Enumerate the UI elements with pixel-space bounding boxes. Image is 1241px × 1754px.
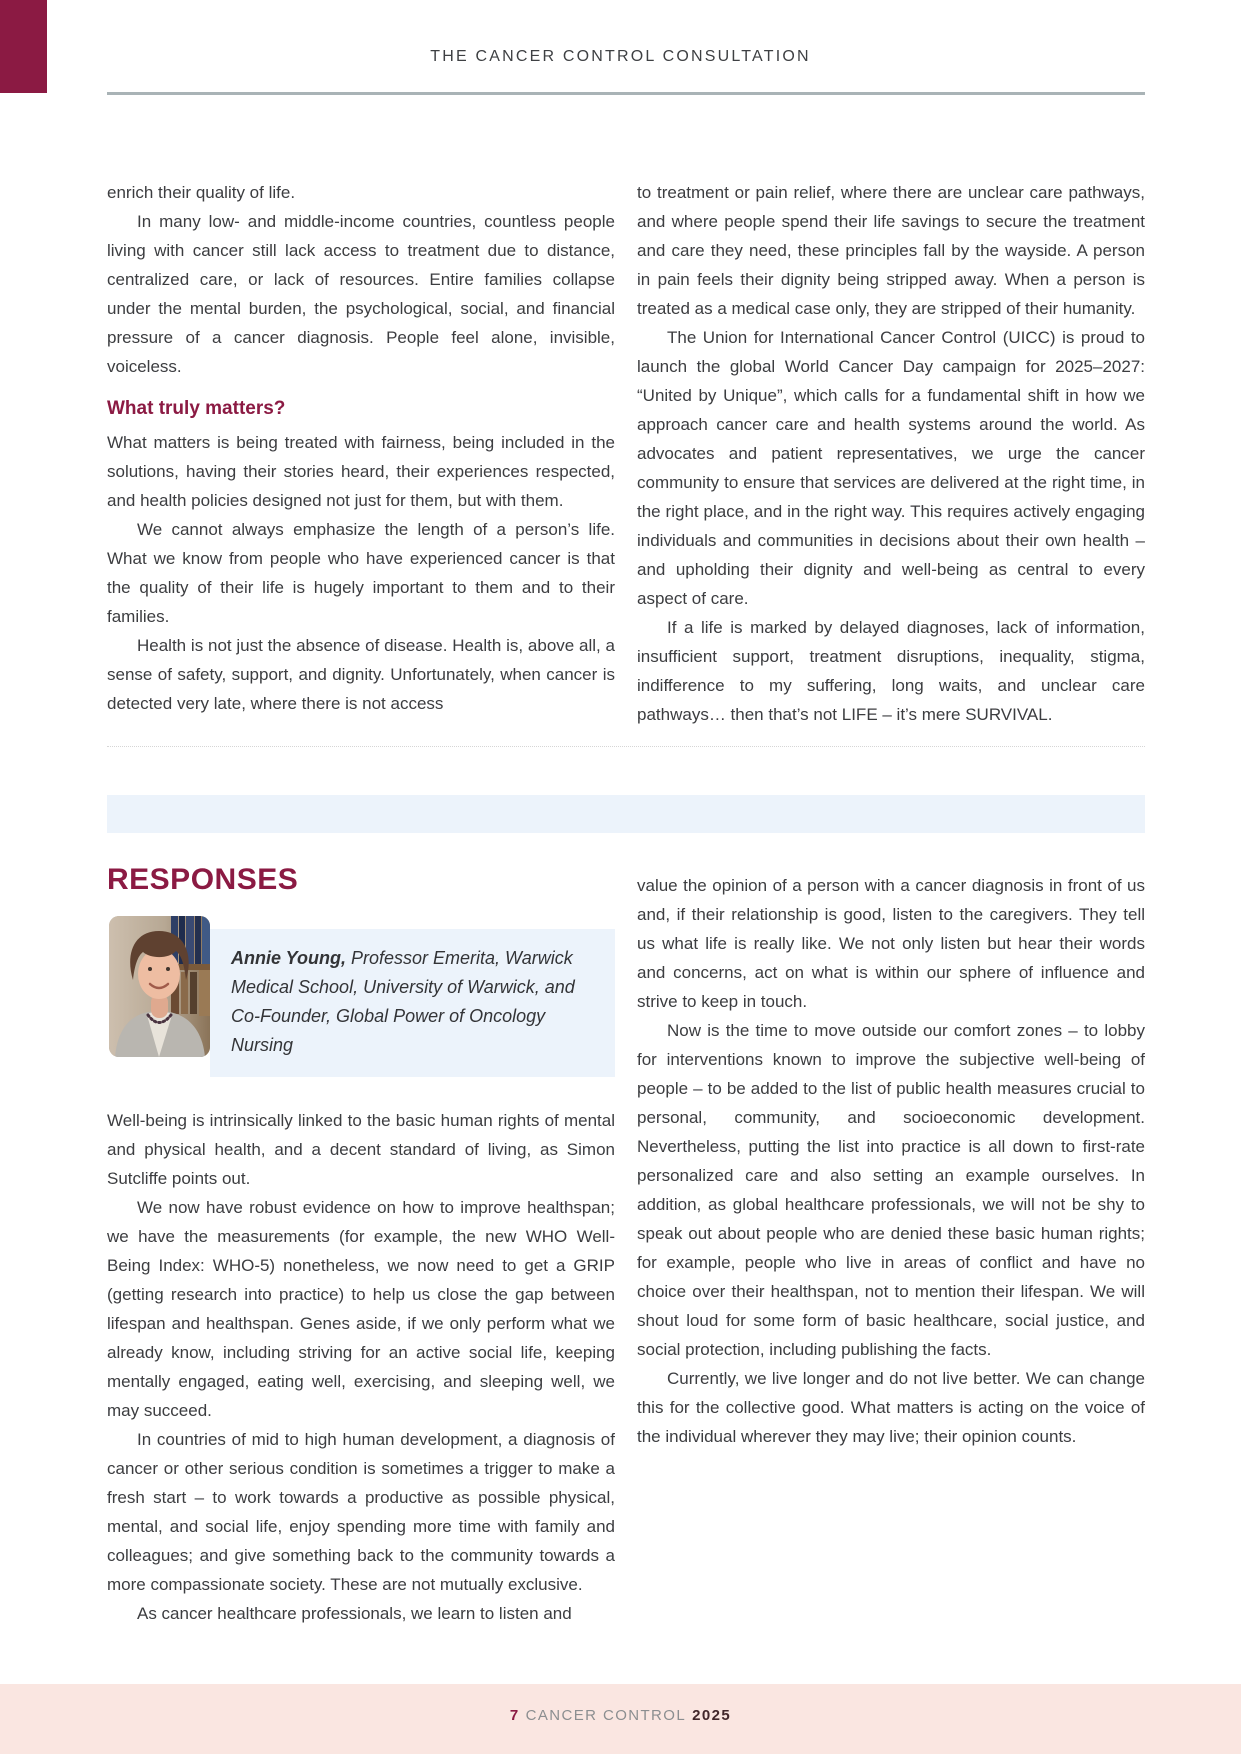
author-card	[107, 916, 615, 1077]
paragraph: Currently, we live longer and do not live better. We can change this for the collective good. What matters is acting on the voice of the individual wherever they may live; their opinion counts.	[637, 1369, 1145, 1446]
consultation-left-column	[107, 178, 615, 729]
consultation-right-column	[637, 178, 1145, 729]
author-bio	[210, 929, 615, 1077]
paragraph: Well-being is intrinsically linked to the basic human rights of mental and physical health, and a decent standard of living, as Simon Sutcliffe points out.	[107, 1111, 615, 1188]
author-title: Professor Emerita, Warwick Medical School, University of Warwick, and Co-Founder, Global Power of Oncology Nursing	[231, 948, 575, 1055]
responses-left-body	[107, 1106, 615, 1628]
paragraph: We now have robust evidence on how to improve healthspan; we have the measurements (for example, the new WHO Well-Being Index: WHO-5) nonetheless, we now need to get a GRIP (getting research into practice) to help us close the gap between lifespan and healthspan. Genes aside, if we only perform what we already know, including striving for an active social life, keeping mentally engaged, eating well, exercising, and sleeping well, we may succeed.	[107, 1198, 615, 1420]
page-number: 7	[509, 1707, 520, 1724]
consultation-section	[107, 178, 1145, 729]
paragraph: If a life is marked by delayed diagnoses, lack of information, insufficient support, treatment disruptions, inequality, stigma, indifference to my suffering, long waits, and unclear care pathways… then that’s not LIFE – it’s mere SURVIVAL.	[637, 618, 1145, 724]
section-heading-what-truly-matters: What truly matters?	[107, 398, 286, 419]
paragraph: As cancer healthcare professionals, we learn to listen and	[137, 1604, 572, 1623]
responses-left-column	[107, 862, 615, 1628]
responses-heading: RESPONSES	[107, 863, 299, 896]
paragraph: Health is not just the absence of disease. Health is, above all, a sense of safety, support, and dignity. Unfortunately, when cancer is detected very late, where there is not access	[107, 636, 615, 713]
portrait-illustration	[109, 916, 210, 1057]
paragraph: to treatment or pain relief, where there are unclear care pathways, and where people spend their life savings to secure the treatment and care they need, these principles fall by the wayside. A person in pain feels their dignity being stripped away. When a person is treated as a medical case only, they are stripped of their humanity.	[637, 183, 1145, 318]
paragraph: value the opinion of a person with a cancer diagnosis in front of us and, if their relationship is good, listen to the caregivers. They tell us what life is really like. We not only listen but hear their words and concerns, act on what is within our sphere of influence and strive to keep in touch.	[637, 876, 1145, 1011]
paragraph: The Union for International Cancer Control (UICC) is proud to launch the global World Cancer Day campaign for 2025–2027: “United by Unique”, which calls for a fundamental shift in how we approach cancer care and health systems around the world. As advocates and patient representatives, we urge the cancer community to ensure that services are delivered at the right time, in the right place, and in the right way. This requires actively engaging individuals and communities in decisions about their own health – and upholding their dignity and well-being as central to every aspect of care.	[637, 328, 1145, 608]
footer-band	[0, 1684, 1241, 1754]
publication-name: CANCER CONTROL	[525, 1707, 687, 1724]
paragraph: In many low- and middle-income countries, countless people living with cancer still lack access to treatment due to distance, centralized care, or lack of resources. Entire families collapse under the mental burden, the psychological, social, and financial pressure of a cancer diagnosis. People feel alone, invisible, voiceless.	[107, 212, 615, 376]
corner-accent-block	[0, 0, 47, 93]
responses-section	[107, 862, 1145, 1628]
dotted-divider	[107, 746, 1145, 747]
author-name: Annie Young,	[231, 948, 346, 968]
author-photo	[109, 916, 210, 1057]
paragraph: We cannot always emphasize the length of a person’s life. What we know from people who have experienced cancer is that the quality of their life is hugely important to them and to their families.	[107, 520, 615, 626]
running-head-title: THE CANCER CONTROL CONSULTATION	[430, 48, 811, 65]
paragraph: What matters is being treated with fairness, being included in the solutions, having their stories heard, their experiences respected, and health policies designed not just for them, but with them.	[107, 433, 615, 510]
publication-year: 2025	[692, 1707, 732, 1724]
responses-right-column	[637, 862, 1145, 1628]
paragraph: In countries of mid to high human development, a diagnosis of cancer or other serious condition is sometimes a trigger to make a fresh start – to work towards a productive as possible physical, mental, and social life, enjoy spending more time with family and colleagues; and give something back to the community towards a more compassionate society. These are not mutually exclusive.	[107, 1430, 615, 1594]
paragraph: Now is the time to move outside our comfort zones – to lobby for interventions known to improve the subjective well-being of people – to be added to the list of public health measures crucial to personal, community, and socioeconomic development. Nevertheless, putting the list into practice is all down to first-rate personalized care and also setting an example ourselves. In addition, as global healthcare professionals, we will not be shy to speak out about people who are denied these basic human rights; for example, people who live in areas of conflict and have no choice over their healthspan, not to mention their lifespan. We will shout loud for some form of basic healthcare, social justice, and social protection, including publishing the facts.	[637, 1021, 1145, 1359]
header-rule	[107, 92, 1145, 95]
footer	[0, 1684, 1241, 1724]
paragraph: enrich their quality of life.	[107, 183, 296, 202]
section-divider-band	[107, 795, 1145, 833]
